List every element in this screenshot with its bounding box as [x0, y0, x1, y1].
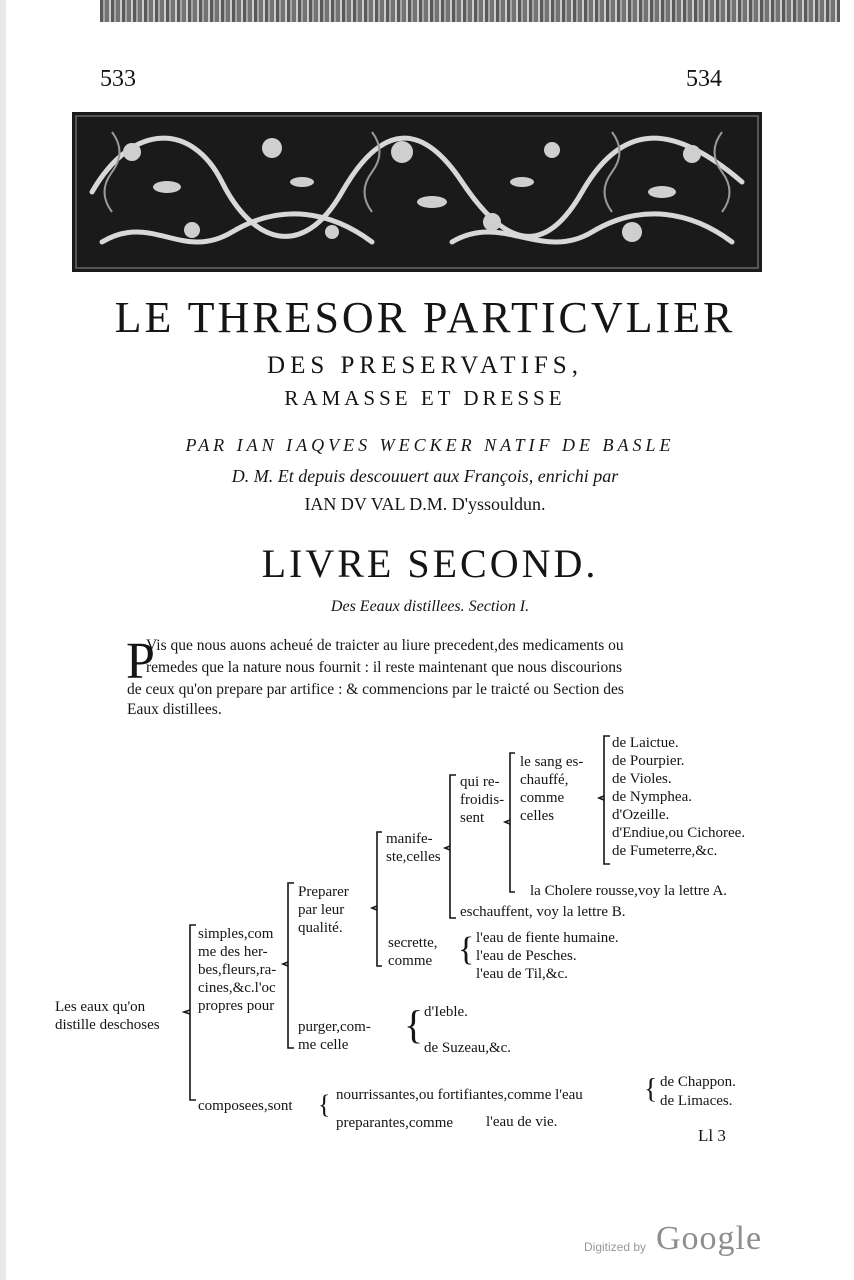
sang-label: [520, 753, 583, 825]
secrette-item: l'eau de Til,&c.: [476, 966, 568, 982]
refroid-line: qui re-: [460, 774, 500, 790]
paragraph-line: remedes que la nature nous fournit : il reste maintenant que nous discourions: [146, 659, 623, 676]
title-line-3: RAMASSE ET DRESSE: [284, 386, 566, 410]
preparer-label: [298, 883, 349, 937]
prep-entry: preparantes,comme: [336, 1115, 454, 1131]
herb-item: de Nymphea.: [612, 789, 692, 805]
author-line: PAR IAN IAQVES WECKER NATIF DE BASLE: [185, 435, 675, 455]
title-line-2: DES PRESERVATIFS,: [267, 352, 583, 379]
brace-icon: {: [644, 1074, 658, 1105]
folio-left: 533: [100, 66, 136, 92]
prep-item: l'eau de vie.: [486, 1114, 558, 1130]
manifeste-label: [386, 830, 441, 866]
book-heading: LIVRE SECOND.: [261, 541, 599, 586]
nourr-entry: nourrissantes,ou fortifiantes,comme l'eau: [336, 1087, 583, 1103]
title-main: LE THRESOR PARTICVLIER: [114, 293, 736, 342]
simples-label: [198, 925, 276, 1015]
refroid-line: sent: [460, 810, 485, 826]
brace-icon: {: [458, 931, 475, 968]
simples-line: simples,com: [198, 926, 274, 942]
refroid-line: froidis-: [460, 792, 505, 808]
purger-line: purger,com-: [298, 1019, 371, 1035]
eschauffent-entry: eschauffent, voy la lettre B.: [460, 904, 626, 920]
paragraph-line: de ceux qu'on prepare par artifice : & commencions par le traicté ou Section des: [127, 681, 624, 698]
paragraph-line: Vis que nous auons acheué de traicter au liure precedent,des medicaments ou: [146, 637, 624, 654]
preparer-line: qualité.: [298, 920, 343, 936]
simples-line: cines,&c.l'oc: [198, 980, 276, 996]
herb-item: d'Endiue,ou Cichoree.: [612, 825, 746, 841]
preparer-line: par leur: [298, 902, 345, 918]
secrette-items: [476, 929, 619, 983]
drop-cap: P: [126, 633, 155, 690]
section-heading: Des Eeaux distillees. Section I.: [330, 598, 530, 615]
sang-line: chauffé,: [520, 772, 569, 788]
secrette-line: comme: [388, 953, 433, 969]
secrette-item: l'eau de Pesches.: [476, 948, 577, 964]
simples-line: me des her-: [198, 944, 268, 960]
secrette-label: [388, 934, 438, 970]
herb-item: d'Ozeille.: [612, 807, 670, 823]
signature-mark: Ll 3: [698, 1126, 726, 1145]
herb-item: de Pourpier.: [612, 753, 685, 769]
digitized-label: Digitized by: [584, 1240, 647, 1254]
manifeste-line: ste,celles: [386, 849, 441, 865]
simples-line: propres pour: [198, 998, 275, 1014]
author-line-2: D. M. Et depuis descouuert aux François, enrichi par: [231, 466, 619, 486]
cholere-entry: la Cholere rousse,voy la lettre A.: [530, 883, 728, 899]
simples-line: bes,fleurs,ra-: [198, 962, 277, 978]
folio-right: 534: [686, 66, 722, 92]
nourr-item: de Limaces.: [660, 1093, 733, 1109]
google-logo: Google: [656, 1220, 763, 1257]
brace-icon: {: [404, 1002, 424, 1047]
nourr-item: de Chappon.: [660, 1074, 736, 1090]
sang-line: celles: [520, 808, 555, 824]
herb-item: de Fumeterre,&c.: [612, 843, 718, 859]
purger-item: de Suzeau,&c.: [424, 1040, 512, 1056]
sang-line: le sang es-: [520, 754, 584, 770]
paragraph-line: Eaux distillees.: [127, 701, 222, 718]
composees-label: composees,sont: [198, 1098, 293, 1114]
manifeste-line: manife-: [386, 831, 433, 847]
root-label: [55, 998, 160, 1034]
translator-line: IAN DV VAL D.M. D'yssouldun.: [304, 494, 546, 514]
sang-line: comme: [520, 790, 565, 806]
preparer-line: Preparer: [298, 884, 349, 900]
brace-icon: {: [318, 1090, 331, 1119]
herb-item: de Violes.: [612, 771, 672, 787]
herbs-list: [612, 734, 745, 860]
secrette-line: secrette,: [388, 935, 438, 951]
root-label-line: Les eaux qu'on: [55, 999, 146, 1015]
herb-item: de Laictue.: [612, 735, 679, 751]
purger-label: [298, 1018, 371, 1054]
refroid-label: [460, 773, 504, 827]
purger-line: me celle: [298, 1037, 349, 1053]
purger-item: d'Ieble.: [424, 1004, 468, 1020]
root-label-line: distille deschoses: [55, 1017, 160, 1033]
secrette-item: l'eau de fiente humaine.: [476, 930, 619, 946]
